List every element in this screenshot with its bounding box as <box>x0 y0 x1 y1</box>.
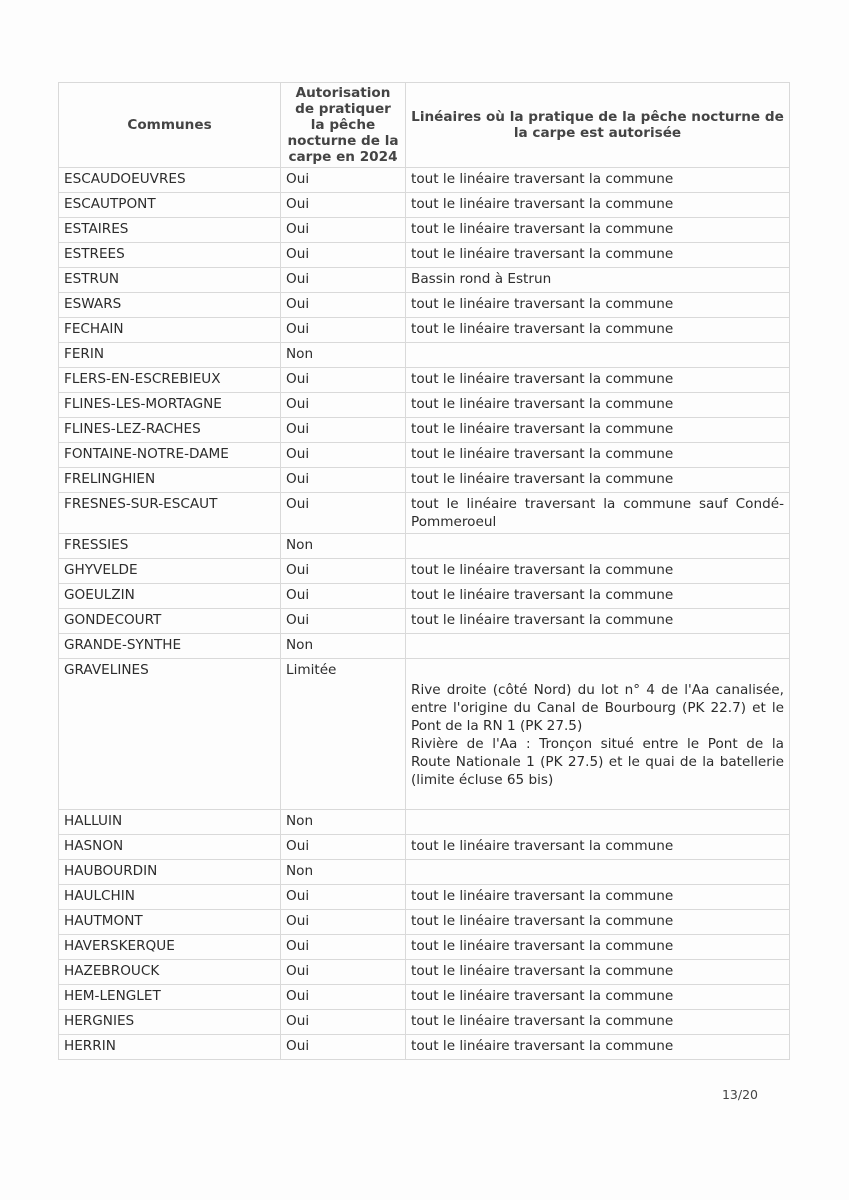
authorization-cell: Non <box>281 534 406 559</box>
commune-cell: HAZEBROUCK <box>59 960 281 985</box>
authorization-cell: Oui <box>281 885 406 910</box>
authorization-cell: Oui <box>281 493 406 534</box>
table-row <box>59 1035 790 1060</box>
authorization-cell: Oui <box>281 368 406 393</box>
linear-cell: tout le linéaire traversant la commune <box>406 935 790 960</box>
linear-cell: Bassin rond à Estrun <box>406 268 790 293</box>
commune-cell: FLINES-LEZ-RACHES <box>59 418 281 443</box>
linear-cell: tout le linéaire traversant la commune <box>406 1035 790 1060</box>
commune-cell: ESTAIRES <box>59 218 281 243</box>
authorization-cell: Oui <box>281 468 406 493</box>
table-row <box>59 659 790 810</box>
authorization-cell: Non <box>281 343 406 368</box>
table-header-row <box>59 83 790 168</box>
linear-cell: tout le linéaire traversant la commune <box>406 218 790 243</box>
header-linear: Linéaires où la pratique de la pêche nocturne de la carpe est autorisée <box>406 83 790 168</box>
table-row <box>59 168 790 193</box>
commune-cell: HALLUIN <box>59 810 281 835</box>
linear-cell: tout le linéaire traversant la commune <box>406 468 790 493</box>
linear-cell: tout le linéaire traversant la commune <box>406 393 790 418</box>
table-row <box>59 835 790 860</box>
commune-cell: GRAVELINES <box>59 659 281 810</box>
table-row <box>59 468 790 493</box>
linear-cell: tout le linéaire traversant la commune sauf Condé-Pommeroeul <box>406 493 790 534</box>
linear-cell: tout le linéaire traversant la commune <box>406 835 790 860</box>
page-number: 13/20 <box>721 1087 758 1102</box>
table-row <box>59 584 790 609</box>
authorization-cell: Oui <box>281 910 406 935</box>
table-row <box>59 193 790 218</box>
authorization-cell: Non <box>281 634 406 659</box>
authorization-cell: Oui <box>281 835 406 860</box>
table-row <box>59 343 790 368</box>
linear-cell: tout le linéaire traversant la commune <box>406 318 790 343</box>
table-row <box>59 559 790 584</box>
commune-cell: HEM-LENGLET <box>59 985 281 1010</box>
commune-cell: FLINES-LES-MORTAGNE <box>59 393 281 418</box>
authorization-cell: Oui <box>281 318 406 343</box>
commune-cell: FRESNES-SUR-ESCAUT <box>59 493 281 534</box>
table-row <box>59 268 790 293</box>
linear-cell: tout le linéaire traversant la commune <box>406 985 790 1010</box>
authorization-cell: Oui <box>281 584 406 609</box>
linear-cell: tout le linéaire traversant la commune <box>406 243 790 268</box>
commune-cell: FRESSIES <box>59 534 281 559</box>
table-row <box>59 860 790 885</box>
linear-cell <box>406 659 790 810</box>
linear-cell: tout le linéaire traversant la commune <box>406 293 790 318</box>
commune-cell: ESTRUN <box>59 268 281 293</box>
linear-cell: tout le linéaire traversant la commune <box>406 418 790 443</box>
table-row <box>59 634 790 659</box>
authorization-cell: Oui <box>281 985 406 1010</box>
linear-cell <box>406 634 790 659</box>
authorization-cell: Oui <box>281 168 406 193</box>
table-row <box>59 910 790 935</box>
linear-cell: tout le linéaire traversant la commune <box>406 559 790 584</box>
table-row <box>59 443 790 468</box>
authorization-cell: Oui <box>281 935 406 960</box>
table-row <box>59 810 790 835</box>
authorization-cell: Non <box>281 810 406 835</box>
linear-cell: tout le linéaire traversant la commune <box>406 368 790 393</box>
commune-cell: FLERS-EN-ESCREBIEUX <box>59 368 281 393</box>
commune-cell: HAULCHIN <box>59 885 281 910</box>
commune-cell: HERGNIES <box>59 1010 281 1035</box>
commune-cell: GONDECOURT <box>59 609 281 634</box>
table-row <box>59 534 790 559</box>
linear-cell: tout le linéaire traversant la commune <box>406 609 790 634</box>
commune-cell: HAVERSKERQUE <box>59 935 281 960</box>
table-row <box>59 218 790 243</box>
linear-cell <box>406 860 790 885</box>
linear-cell <box>406 534 790 559</box>
table-row <box>59 318 790 343</box>
commune-cell: GHYVELDE <box>59 559 281 584</box>
commune-cell: HAUBOURDIN <box>59 860 281 885</box>
authorization-cell: Oui <box>281 193 406 218</box>
linear-cell: tout le linéaire traversant la commune <box>406 910 790 935</box>
linear-cell <box>406 810 790 835</box>
linear-cell: tout le linéaire traversant la commune <box>406 1010 790 1035</box>
authorization-cell: Oui <box>281 268 406 293</box>
table-row <box>59 393 790 418</box>
table-row <box>59 493 790 534</box>
commune-cell: HAUTMONT <box>59 910 281 935</box>
commune-cell: GRANDE-SYNTHE <box>59 634 281 659</box>
linear-cell <box>406 343 790 368</box>
linear-cell: tout le linéaire traversant la commune <box>406 168 790 193</box>
table-row <box>59 418 790 443</box>
authorization-cell: Oui <box>281 609 406 634</box>
header-authorization: Autorisation de pratiquer la pêche nocturne de la carpe en 2024 <box>281 83 406 168</box>
header-communes: Communes <box>59 83 281 168</box>
table-row <box>59 609 790 634</box>
commune-cell: ESCAUDOEUVRES <box>59 168 281 193</box>
authorization-cell: Oui <box>281 418 406 443</box>
commune-cell: HASNON <box>59 835 281 860</box>
commune-cell: ESTREES <box>59 243 281 268</box>
authorization-cell: Oui <box>281 243 406 268</box>
authorization-cell: Oui <box>281 1010 406 1035</box>
table-row <box>59 885 790 910</box>
authorization-cell: Oui <box>281 1035 406 1060</box>
table-row <box>59 368 790 393</box>
linear-cell: tout le linéaire traversant la commune <box>406 960 790 985</box>
commune-cell: FECHAIN <box>59 318 281 343</box>
commune-cell: GOEULZIN <box>59 584 281 609</box>
commune-cell: ESCAUTPONT <box>59 193 281 218</box>
table-row <box>59 293 790 318</box>
gravelines-description-1: Rive droite (côté Nord) du lot n° 4 de l'Aa canalisée, entre l'origine du Canal de Bourbourg (PK 22.7) et le Pont de la RN 1 (PK 27.5) <box>411 682 784 734</box>
authorization-cell: Oui <box>281 443 406 468</box>
authorization-cell: Oui <box>281 960 406 985</box>
commune-cell: HERRIN <box>59 1035 281 1060</box>
commune-cell: FERIN <box>59 343 281 368</box>
table-row <box>59 960 790 985</box>
linear-cell: tout le linéaire traversant la commune <box>406 193 790 218</box>
table-row <box>59 985 790 1010</box>
table-row <box>59 935 790 960</box>
authorization-cell: Oui <box>281 218 406 243</box>
authorization-cell: Non <box>281 860 406 885</box>
authorization-cell: Oui <box>281 293 406 318</box>
commune-cell: FONTAINE-NOTRE-DAME <box>59 443 281 468</box>
linear-cell: tout le linéaire traversant la commune <box>406 885 790 910</box>
commune-authorization-table <box>58 82 790 1060</box>
commune-cell: FRELINGHIEN <box>59 468 281 493</box>
authorization-cell: Oui <box>281 393 406 418</box>
table-row <box>59 243 790 268</box>
gravelines-description-2: Rivière de l'Aa : Tronçon situé entre le Pont de la Route Nationale 1 (PK 27.5) et le quai de la batellerie (limite écluse 65 bis) <box>411 736 784 788</box>
linear-cell: tout le linéaire traversant la commune <box>406 443 790 468</box>
linear-cell: tout le linéaire traversant la commune <box>406 584 790 609</box>
authorization-cell: Limitée <box>281 659 406 810</box>
authorization-cell: Oui <box>281 559 406 584</box>
commune-cell: ESWARS <box>59 293 281 318</box>
table-row <box>59 1010 790 1035</box>
